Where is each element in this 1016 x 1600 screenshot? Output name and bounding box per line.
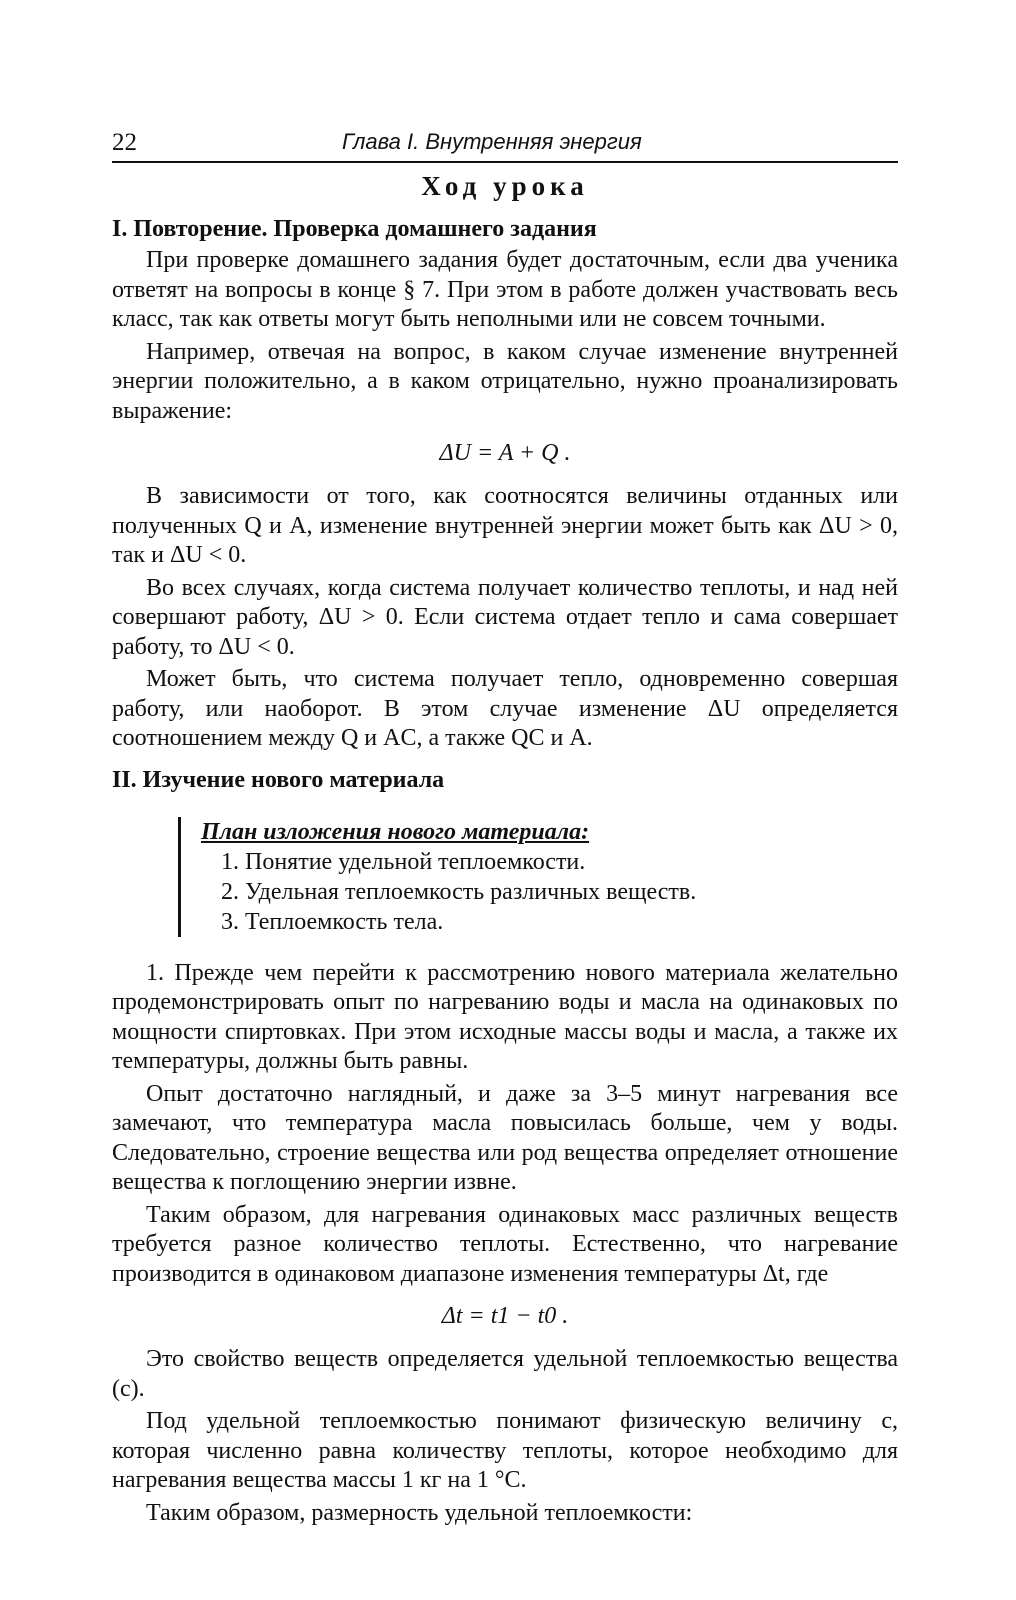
paragraph: Опыт достаточно наглядный, и даже за 3–5 минут нагревания все замечают, что температура масла повысилась больше, чем у воды. Следовательно, строение вещества или род вещества определяет отношение вещества к поглощению энергии извне.	[112, 1080, 898, 1195]
plan-title: План изложения нового материала:	[201, 818, 590, 845]
formula-internal-energy: ΔU = A + Q .	[439, 440, 571, 466]
book-page	[112, 125, 898, 1531]
lesson-title: Ход урока	[421, 171, 589, 201]
paragraph: В зависимости от того, как соотносятся величины отданных или полученных Q и A, изменение внутренней энергии может быть как ΔU > 0, так и ΔU < 0.	[112, 483, 898, 568]
paragraph: 1. Прежде чем перейти к рассмотрению нового материала желательно продемонстрировать опыт по нагреванию воды и масла на одинаковых по мощности спиртовках. При этом исходные массы воды и масла, а также их температуры, должны быть равны.	[112, 959, 898, 1074]
plan-item: 3. Теплоемкость тела.	[221, 908, 444, 935]
paragraph: При проверке домашнего задания будет достаточным, если два ученика ответят на вопросы в конце § 7. При этом в работе должен участвовать весь класс, так как ответы могут быть неполными или не совсем точными.	[112, 247, 898, 332]
paragraph: Это свойство веществ определяется удельной теплоемкостью вещества (c).	[112, 1346, 898, 1402]
plan-item: 1. Понятие удельной теплоемкости.	[221, 848, 586, 875]
paragraph: Например, отвечая на вопрос, в каком случае изменение внутренней энергии положительно, а в каком отрицательно, нужно проанализировать выражение:	[112, 338, 898, 424]
section-heading-new-material: II. Изучение нового материала	[112, 766, 445, 793]
chapter-title: Глава I. Внутренняя энергия	[342, 129, 642, 154]
paragraph: Может быть, что система получает тепло, одновременно совершая работу, или наоборот. В этом случае изменение ΔU определяется соотношением между Q и AC, а также QC и A.	[112, 666, 898, 751]
page-number: 22	[112, 129, 137, 156]
plan-item: 2. Удельная теплоемкость различных веществ.	[221, 878, 697, 905]
section-heading-review: I. Повторение. Проверка домашнего задания	[112, 216, 597, 242]
running-head	[112, 125, 898, 163]
formula-temperature-change: Δt = t1 − t0 .	[441, 1303, 569, 1329]
paragraph: Под удельной теплоемкостью понимают физическую величину c, которая численно равна количеству теплоты, которое необходимо для нагревания вещества массы 1 кг на 1 °C.	[112, 1408, 898, 1493]
lesson-plan-box	[178, 817, 898, 937]
paragraph: Таким образом, размерность удельной теплоемкости:	[146, 1499, 693, 1526]
paragraph: Таким образом, для нагревания одинаковых масс различных веществ требуется разное количество теплоты. Естественно, что нагревание производится в одинаковом диапазоне изменения температуры Δt, где	[112, 1201, 898, 1287]
paragraph: Во всех случаях, когда система получает количество теплоты, и над ней совершают работу, ΔU > 0. Если система отдает тепло и сама совершает работу, то ΔU < 0.	[112, 574, 898, 660]
